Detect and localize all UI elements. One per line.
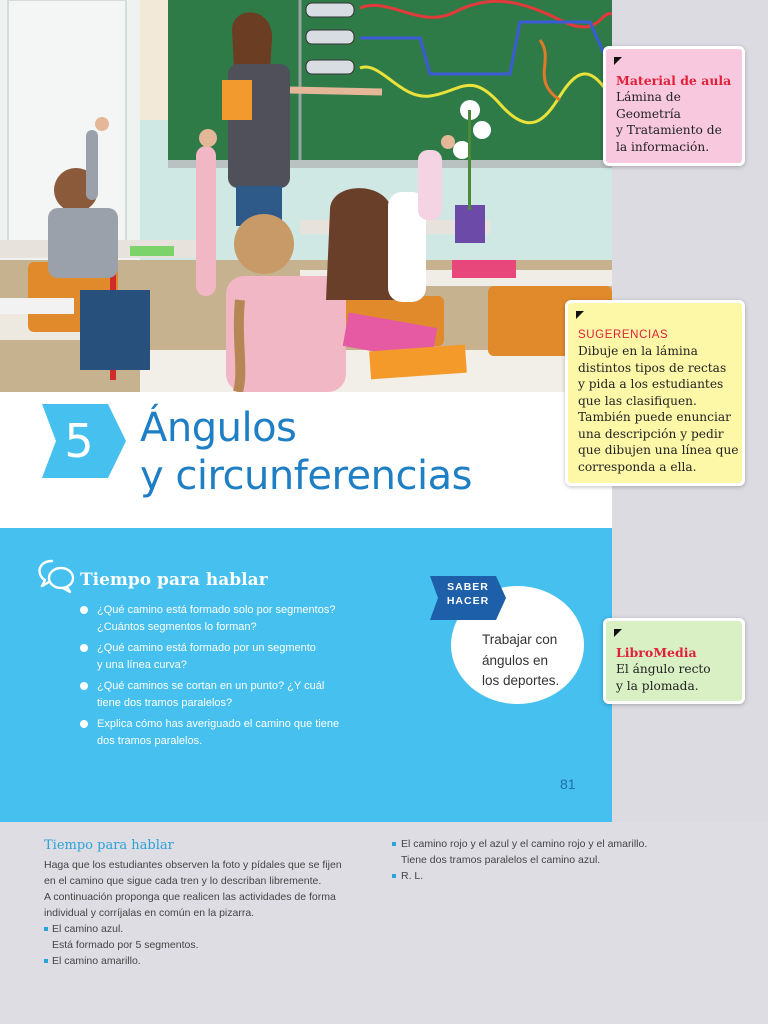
speech-bubbles-icon (36, 558, 76, 594)
guide-left-column: Haga que los estudiantes observen la foto y pídales que se fijen en el camino que sigue cada tren y lo describan libremente. A continuación proponga que realicen las actividades de forma individual y corríjalas en común en la pizarra. El camino azul. Está formado por 5 segmentos. El camino amarillo. (44, 857, 364, 969)
unit-title (140, 404, 472, 500)
guide-title: Tiempo para hablar (44, 838, 174, 853)
question-item: Explica cómo has averiguado el camino que tiene dos tramos paralelos. (80, 716, 360, 749)
note-libromedia (603, 618, 745, 704)
saber-hacer-label: SABER HACER (446, 581, 490, 607)
unit-title-line2: y circunferencias (140, 453, 472, 499)
saber-hacer-text: Trabajar con ángulos en los deportes. (482, 632, 560, 688)
guide-answer: R. L. (392, 868, 692, 884)
unit-title-line1: Ángulos (140, 405, 297, 451)
guide-answer: El camino amarillo. (44, 953, 364, 969)
note-heading: Material de aula (616, 73, 732, 88)
corner-marker-icon (614, 629, 622, 637)
note-heading: LibroMedia (616, 645, 697, 660)
note-body: Dibuje en la lámina distintos tipos de rectas y pida a los estudiantes que las clasifiquen. También puede enunciar una descripción y pedir que dibujen una línea que corresponda a ella. (578, 344, 739, 474)
talk-title: Tiempo para hablar (80, 570, 268, 590)
note-heading: SUGERENCIAS (578, 329, 669, 341)
classroom-photo (0, 0, 612, 392)
page-number: 81 (560, 776, 576, 792)
question-item: ¿Qué caminos se cortan en un punto? ¿Y cuál tiene dos tramos paralelos? (80, 678, 360, 711)
corner-marker-icon (576, 311, 584, 319)
note-sugerencias (565, 300, 745, 486)
note-body: El ángulo recto y la plomada. (616, 662, 711, 693)
question-item: ¿Qué camino está formado solo por segmentos? ¿Cuántos segmentos lo forman? (80, 602, 360, 635)
guide-right-column (392, 836, 692, 884)
question-list (80, 602, 360, 754)
note-body: Lámina de Geometría y Tratamiento de la información. (616, 90, 722, 154)
guide-answer: El camino azul. Está formado por 5 segmentos. (44, 921, 364, 953)
corner-marker-icon (614, 57, 622, 65)
question-item: ¿Qué camino está formado por un segmento y una línea curva? (80, 640, 360, 673)
note-material-de-aula (603, 46, 745, 166)
unit-number: 5 (64, 414, 94, 468)
guide-answer: El camino rojo y el azul y el camino rojo y el amarillo. Tiene dos tramos paralelos el camino azul. (392, 836, 692, 868)
